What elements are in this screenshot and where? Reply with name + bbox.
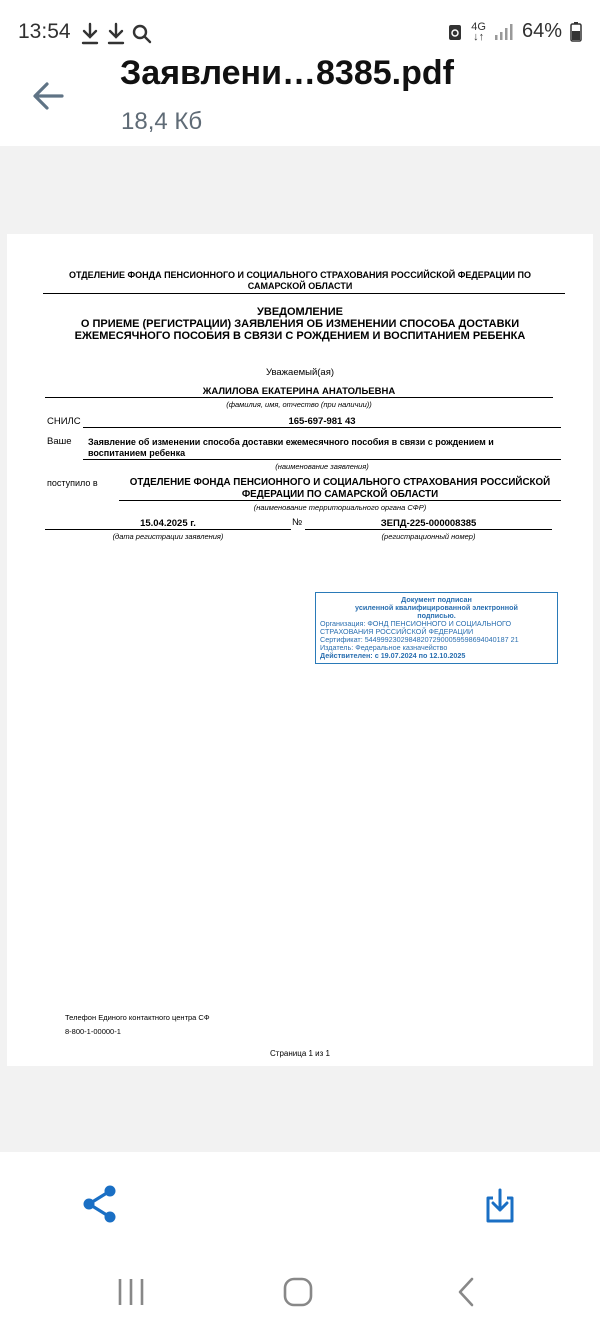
battery-percent: 64% [521, 20, 562, 42]
heading-line2: О ПРИЕМЕ (РЕГИСТРАЦИИ) ЗАЯВЛЕНИЯ ОБ ИЗМЕНЕНИИ СПОСОБА ДОСТАВКИ [80, 318, 520, 330]
snils-underline [83, 427, 561, 428]
stamp-line7: Издатель: Федеральное казначейство [320, 643, 448, 652]
back-nav-icon[interactable] [454, 1275, 478, 1309]
divider [43, 293, 565, 294]
page-counter: Страница 1 из 1 [270, 1049, 330, 1058]
footer-phone-label: Телефон Единого контактного центра СФ [65, 1013, 210, 1022]
received-line2: ФЕДЕРАЦИИ ПО САМАРСКОЙ ОБЛАСТИ [241, 489, 439, 500]
registration-number: ЗЕПД-225-000008385 [380, 518, 477, 529]
save-to-device-icon[interactable] [480, 1186, 520, 1226]
network-indicator: 4G ↓↑ [471, 20, 486, 43]
file-size: 18,4 Кб [121, 108, 203, 135]
number-caption: (регистрационный номер) [381, 532, 476, 541]
back-arrow-icon[interactable] [28, 78, 68, 114]
received-line1: ОТДЕЛЕНИЕ ФОНДА ПЕНСИОННОГО И СОЦИАЛЬНОГО СТРАХОВАНИЯ РОССИЙСКОЙ [129, 477, 551, 488]
application-line2: воспитанием ребенка [88, 448, 186, 458]
number-sign: № [292, 517, 303, 528]
heading-title: УВЕДОМЛЕНИЕ [257, 306, 343, 318]
application-underline [83, 459, 561, 460]
date-underline [45, 529, 291, 530]
application-line1: Заявление об изменении способа доставки ежемесячного пособия в связи с рождением и [88, 437, 494, 447]
date-caption: (дата регистрации заявления) [112, 532, 224, 541]
signature-stamp [315, 592, 558, 664]
received-underline [119, 500, 561, 501]
stamp-line8: Действителен: с 19.07.2024 по 12.10.2025 [320, 651, 466, 660]
heading-line3: ЕЖЕМЕСЯЧНОГО ПОСОБИЯ В СВЯЗИ С РОЖДЕНИЕМ И ВОСПИТАНИЕМ РЕБЕНКА [74, 330, 526, 342]
full-name: ЖАЛИЛОВА ЕКАТЕРИНА АНАТОЛЬЕВНА [202, 386, 396, 397]
stamp-line3: подписью. [417, 611, 456, 620]
name-underline [45, 397, 553, 398]
battery-icon [570, 22, 582, 42]
clock: 13:54 [18, 20, 71, 43]
org-header-line1: ОТДЕЛЕНИЕ ФОНДА ПЕНСИОННОГО И СОЦИАЛЬНОГО СТРАХОВАНИЯ РОССИЙСКОЙ ФЕДЕРАЦИИ ПО [69, 270, 531, 280]
stamp-line2: усиленной квалифицированной электронной [355, 603, 518, 612]
pdf-viewer[interactable] [0, 146, 600, 1152]
footer-phone: 8-800-1-00000-1 [65, 1027, 121, 1036]
full-name-caption: (фамилия, имя, отчество (при наличии)) [226, 400, 372, 409]
notification-icons [80, 22, 156, 46]
stamp-line5: СТРАХОВАНИЯ РОССИЙСКОЙ ФЕДЕРАЦИИ [320, 627, 474, 636]
status-right [447, 20, 582, 43]
number-underline [305, 529, 552, 530]
greeting: Уважаемый(ая) [265, 367, 335, 378]
pdf-page [7, 234, 593, 1066]
recent-apps-icon[interactable] [116, 1275, 146, 1309]
registration-date: 15.04.2025 г. [140, 518, 196, 529]
file-title: Заявлени…8385.pdf [120, 54, 454, 92]
snils-value: 165-697-981 43 [288, 416, 356, 427]
home-icon[interactable] [282, 1275, 316, 1309]
signal-icon [494, 23, 514, 41]
share-icon[interactable] [80, 1184, 120, 1224]
stamp-line4: Организация: ФОНД ПЕНСИОННОГО И СОЦИАЛЬНОГО [320, 619, 512, 628]
application-caption: (наименование заявления) [275, 462, 369, 471]
snils-label: СНИЛС [47, 416, 81, 427]
received-label: поступило в [47, 478, 98, 488]
network-label: 4G [471, 20, 486, 33]
recycle-icon [447, 22, 463, 42]
stamp-line1: Документ подписан [401, 595, 472, 604]
stamp-line6: Сертификат: 544999230298482072900059598694040187 21 [320, 635, 519, 644]
org-header-line2: САМАРСКОЙ ОБЛАСТИ [247, 281, 353, 291]
received-caption: (наименование территориального органа СФР) [253, 503, 427, 512]
your-label: Ваше [47, 436, 72, 447]
